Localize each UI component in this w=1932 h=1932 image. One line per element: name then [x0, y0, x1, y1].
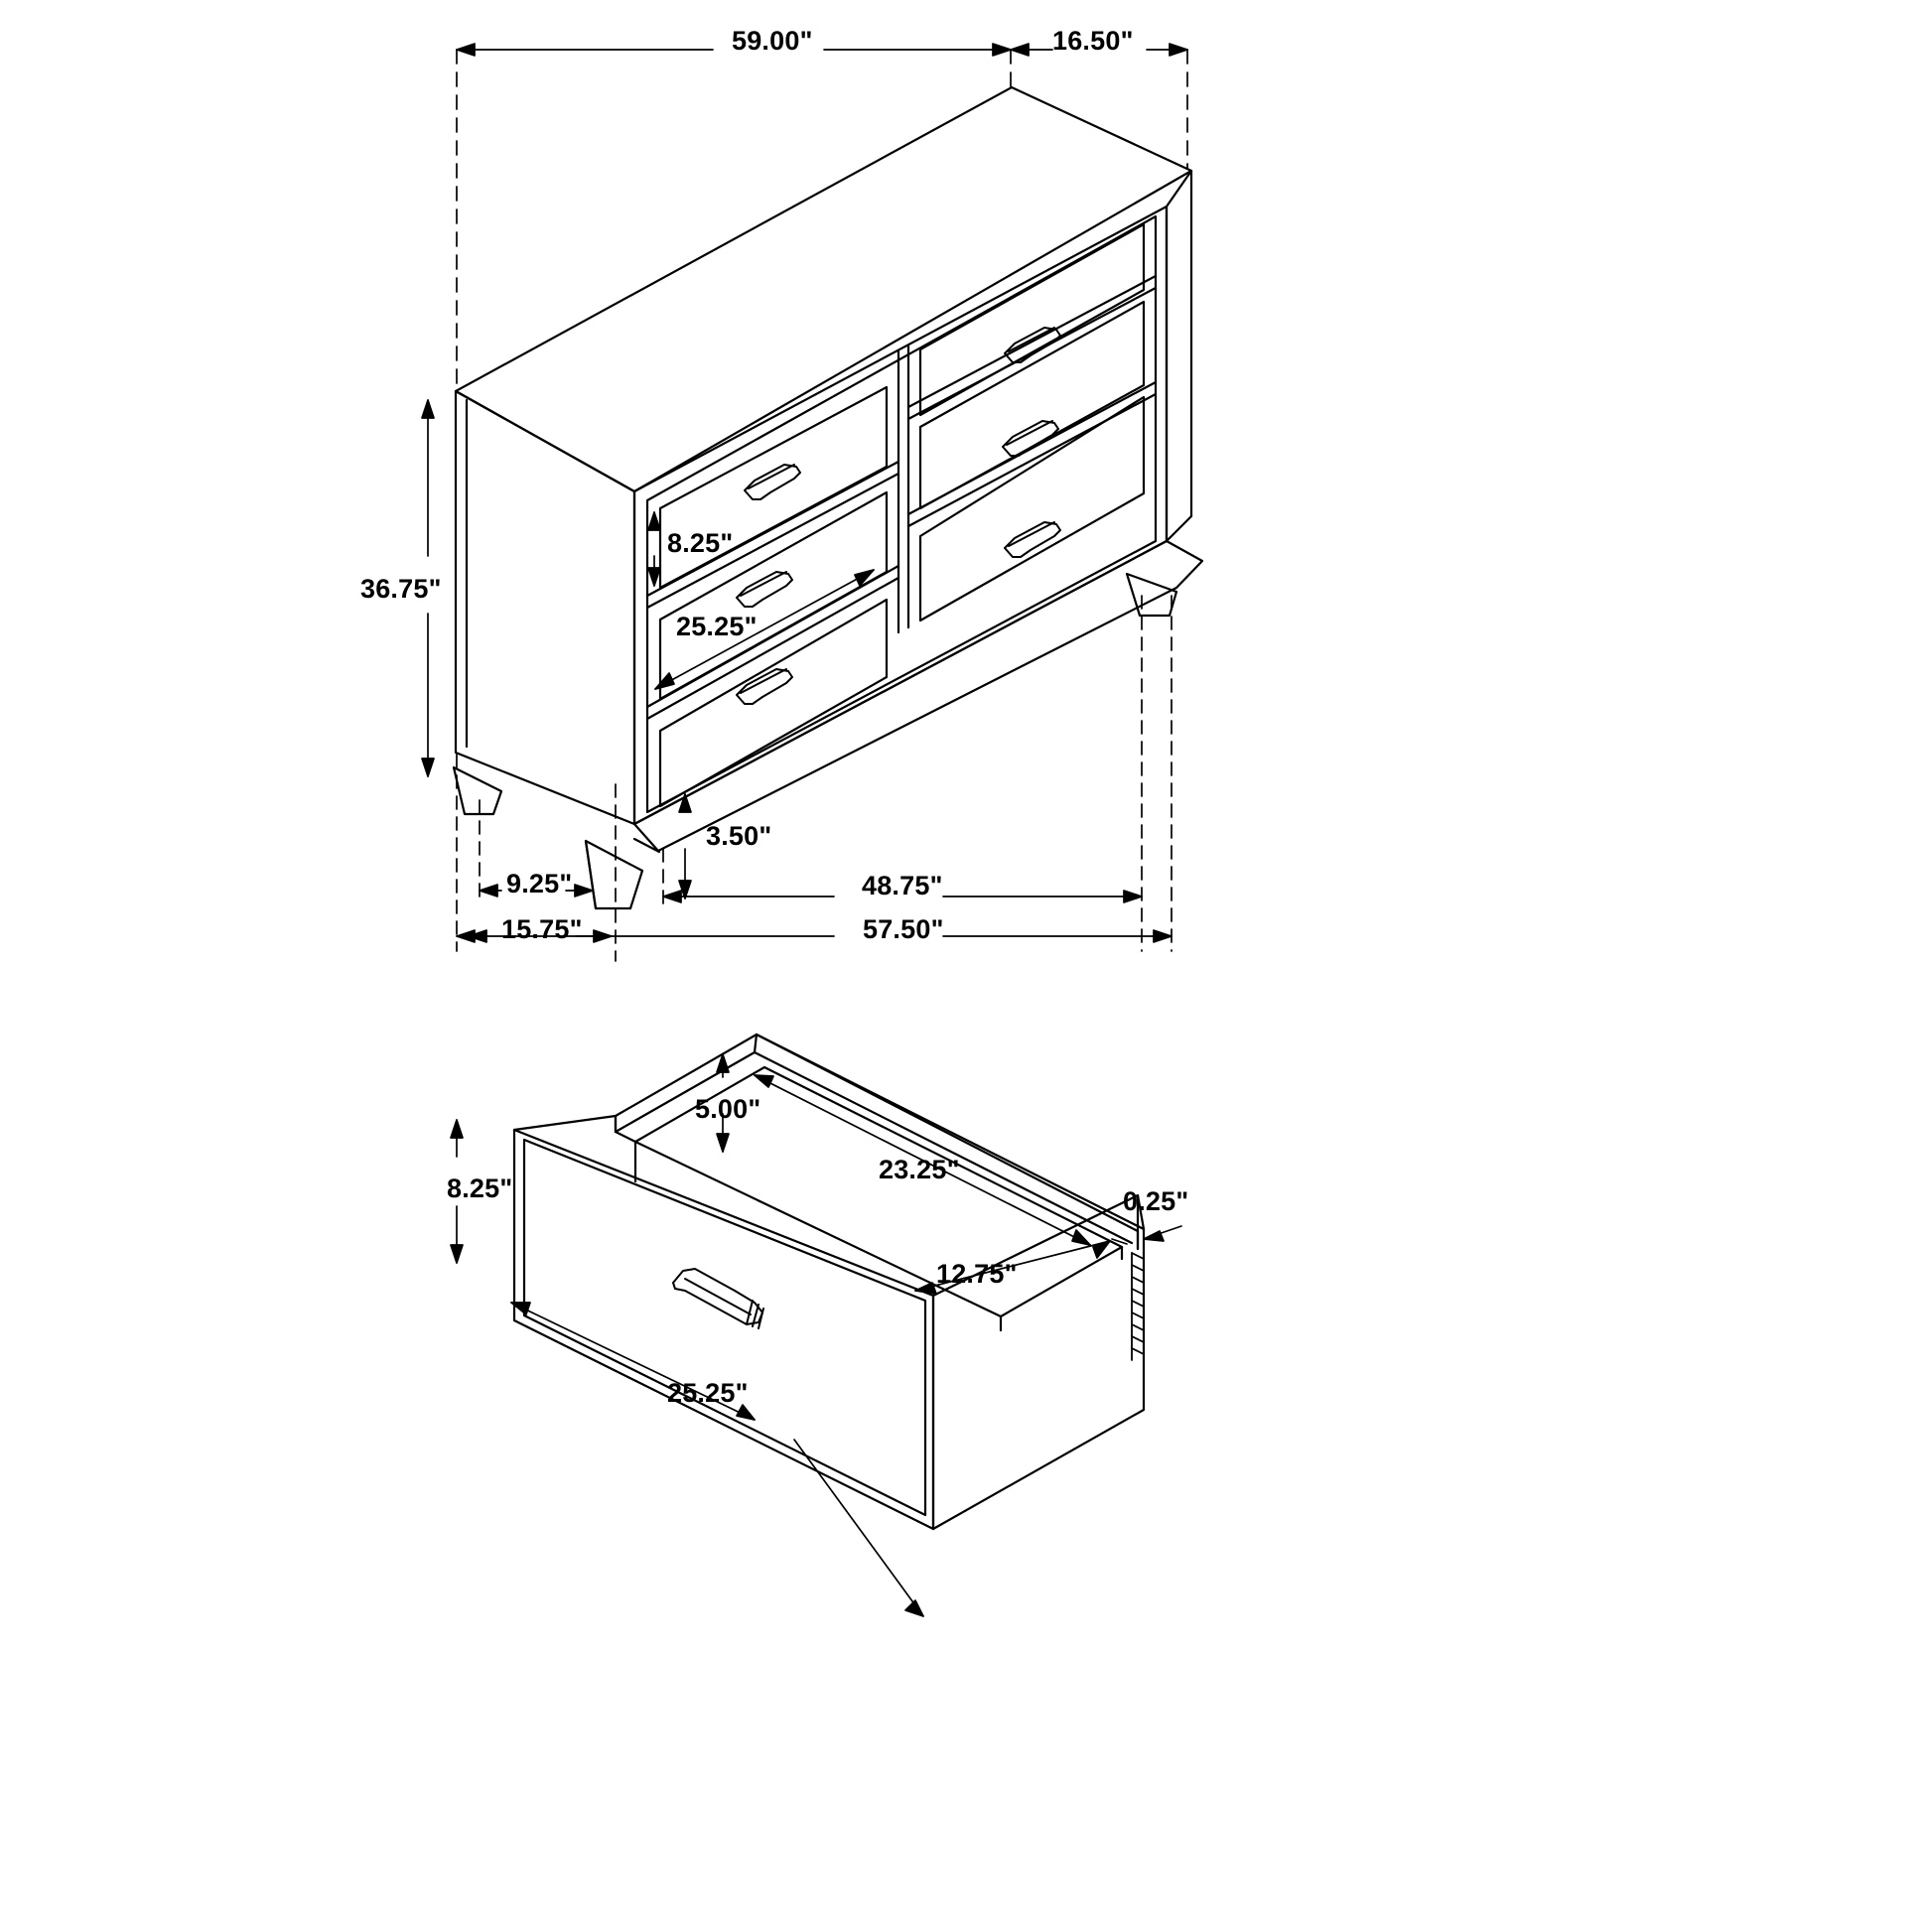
dim-label-drawer-overall-width: 25.25" — [667, 1378, 749, 1408]
drawer-detail-handle — [673, 1269, 763, 1328]
dim-label-drawer-interior-depth: 12.75" — [936, 1259, 1018, 1289]
dresser-rear-leg — [454, 767, 501, 814]
drawer-rail-right-1 — [908, 276, 1156, 407]
dresser-front-face — [634, 207, 1167, 824]
drawer-back-edge — [757, 1035, 1144, 1229]
dim-label-inner-width: 48.75" — [862, 871, 943, 900]
drawer-dovetail-joints — [1132, 1253, 1144, 1360]
drawer-front-top-edge — [514, 1130, 933, 1296]
dim-label-drawer-interior-height: 5.00" — [695, 1094, 761, 1124]
dresser-base-line — [634, 839, 659, 852]
dresser-front-leg-edge — [586, 841, 596, 908]
drawer-face-right-middle — [920, 302, 1144, 508]
dim-label-depth-top: 16.50" — [1052, 26, 1134, 56]
dimension-lines-main — [422, 44, 1187, 961]
dim-label-overall-width: 59.00" — [732, 26, 813, 56]
drawer-front-inner — [524, 1140, 925, 1515]
drawer-back-edge-inner — [755, 1052, 1132, 1243]
dim-label-overall-height: 36.75" — [360, 574, 442, 604]
dresser-top-surface — [456, 87, 1191, 491]
dim-label-drawer-interior-width: 23.25" — [879, 1155, 960, 1184]
dim-label-base-depth: 15.75" — [501, 914, 583, 944]
dim-label-drawer-front-height: 8.25" — [667, 528, 734, 558]
dim-label-drawer-side-height: 8.25" — [447, 1173, 513, 1203]
dim-label-leg-height: 3.50" — [706, 821, 772, 851]
dresser-front-bevel — [647, 216, 1156, 812]
dresser-left-side — [456, 391, 634, 824]
dim-label-base-width: 57.50" — [863, 914, 944, 944]
dim-label-drawer-front-width: 25.25" — [676, 612, 758, 641]
dimension-lines-detail — [451, 1054, 1181, 1616]
dim-label-drawer-wall-thickness: 0.25" — [1123, 1186, 1189, 1216]
dim-label-leg-inset: 9.25" — [506, 869, 573, 898]
drawer-right-wall — [933, 1195, 1144, 1529]
dresser-right-edge — [1167, 171, 1191, 541]
drawer-front-face — [514, 1130, 933, 1529]
drawer-front-top-left — [514, 1116, 616, 1132]
